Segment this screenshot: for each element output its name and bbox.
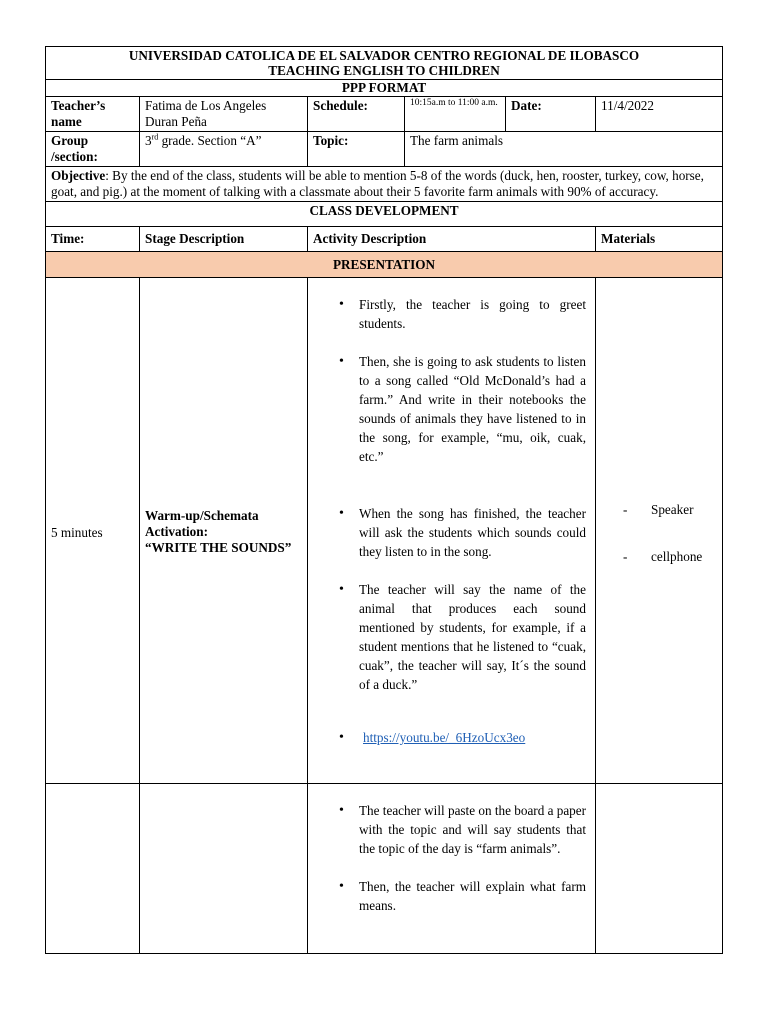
objective-row bbox=[46, 167, 723, 202]
class-development-row bbox=[46, 202, 723, 227]
schedule-value: 10:15a.m to 11:00 a.m. bbox=[405, 97, 506, 132]
teacher-row bbox=[46, 97, 723, 132]
institution-header-row bbox=[46, 47, 723, 80]
col-materials: Materials bbox=[596, 227, 723, 252]
activity-list bbox=[313, 295, 588, 747]
format-row bbox=[46, 80, 723, 97]
date-label: Date: bbox=[506, 97, 596, 132]
col-activity: Activity Description bbox=[308, 227, 596, 252]
schedule-label: Schedule: bbox=[308, 97, 405, 132]
time-value-empty bbox=[46, 784, 140, 954]
group-ordinal: rd bbox=[151, 132, 159, 142]
objective-label: Objective bbox=[51, 168, 106, 183]
activity-description bbox=[308, 278, 596, 784]
group-row bbox=[46, 132, 723, 167]
stage-activity-title: “WRITE THE SOUNDS” bbox=[145, 540, 292, 555]
group-label: Group /section: bbox=[46, 132, 140, 167]
objective-cell bbox=[46, 167, 723, 202]
objective-text: : By the end of the class, students will be able to mention 5-8 of the words (duck, hen, rooster, turkey, cow, horse, goat, and pig.) at the moment of talking with a classmate about their 5 favorite farm animals with 90% of accuracy. bbox=[51, 168, 704, 199]
course-title: TEACHING ENGLISH TO CHILDREN bbox=[268, 63, 500, 78]
activity-list-2 bbox=[313, 801, 588, 915]
col-stage: Stage Description bbox=[140, 227, 308, 252]
material-item: - cellphone bbox=[601, 549, 717, 565]
date-value: 11/4/2022 bbox=[596, 97, 723, 132]
materials-cell bbox=[596, 278, 723, 784]
presentation-title: PRESENTATION bbox=[46, 252, 723, 278]
column-header-row bbox=[46, 227, 723, 252]
activity-item: • Then, she is going to ask students to listen to a song called “Old McDonald’s had a farm.” And write in their notebooks the sounds of animals they have listened to in the song, for example, “mu, oik, cuak, etc.” bbox=[359, 352, 588, 466]
material-item: - Speaker bbox=[601, 502, 717, 518]
institution-title: UNIVERSIDAD CATOLICA DE EL SALVADOR CENTRO REGIONAL DE ILOBASCO bbox=[128, 48, 640, 63]
col-time: Time: bbox=[46, 227, 140, 252]
class-development-title: CLASS DEVELOPMENT bbox=[46, 202, 723, 227]
stage-description-empty bbox=[140, 784, 308, 954]
teacher-label: Teacher’s name bbox=[46, 97, 140, 132]
materials-empty bbox=[596, 784, 723, 954]
activity-row-1 bbox=[46, 278, 723, 784]
stage-name: Warm-up/Schemata Activation: bbox=[145, 508, 259, 539]
activity-item: • Firstly, the teacher is going to greet students. bbox=[359, 295, 588, 333]
activity-item: • When the song has finished, the teacher will ask the students which sounds could they listen to in the song. bbox=[359, 504, 588, 561]
song-video-link[interactable]: https://youtu.be/_6HzoUcx3eo bbox=[363, 730, 526, 745]
activity-item: • The teacher will say the name of the animal that produces each sound mentioned by students, for example, if a student mentions that he listened to “cuak, cuak”, the teacher will say, It´s the sound of a duck.” bbox=[359, 580, 588, 694]
lesson-plan-table bbox=[45, 46, 723, 954]
format-title: PPP FORMAT bbox=[46, 80, 723, 97]
materials-list bbox=[601, 502, 717, 565]
activity-row-2 bbox=[46, 784, 723, 954]
group-value bbox=[140, 132, 308, 167]
time-value: 5 minutes bbox=[46, 278, 140, 784]
teacher-value: Fatima de Los Angeles Duran Peña bbox=[140, 97, 308, 132]
topic-value: The farm animals bbox=[405, 132, 723, 167]
group-section: grade. Section “A” bbox=[158, 133, 262, 148]
topic-label: Topic: bbox=[308, 132, 405, 167]
presentation-row bbox=[46, 252, 723, 278]
group-number: 3 bbox=[145, 133, 152, 148]
activity-item: • Then, the teacher will explain what farm means. bbox=[359, 877, 588, 915]
activity-item-link bbox=[359, 728, 588, 747]
stage-description bbox=[140, 278, 308, 784]
activity-description-2 bbox=[308, 784, 596, 954]
activity-item: • The teacher will paste on the board a paper with the topic and will say students that the topic of the day is “farm animals”. bbox=[359, 801, 588, 858]
